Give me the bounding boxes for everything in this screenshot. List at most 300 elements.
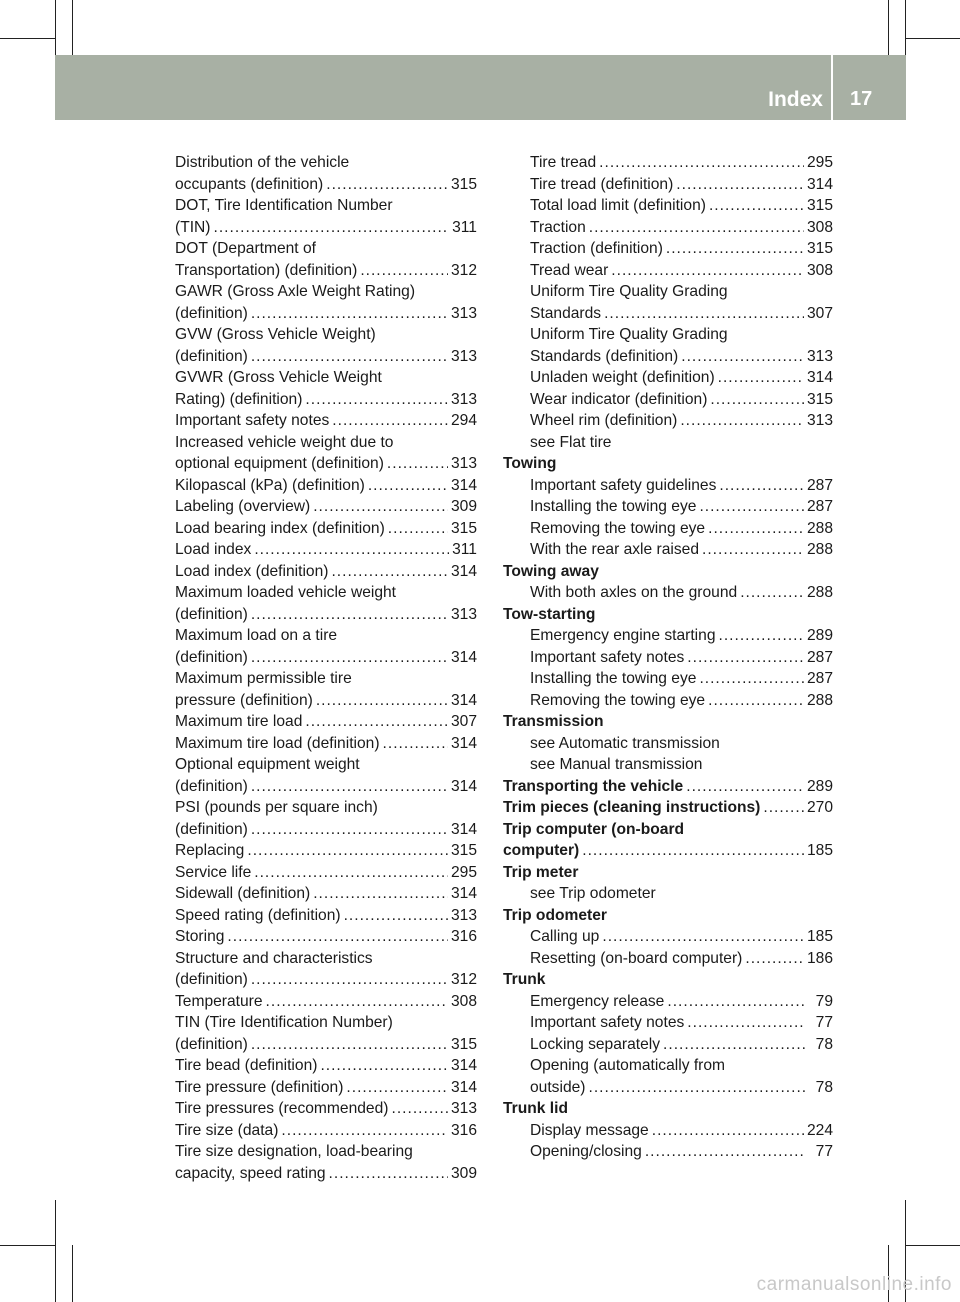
index-entry: [175, 238, 477, 260]
entry-page-number: 315: [806, 240, 833, 257]
entry-text: (definition): [175, 605, 248, 623]
entry-page-number: 313: [450, 455, 477, 472]
index-entry: [175, 604, 477, 626]
entry-text: Kilopascal (kPa) (definition): [175, 476, 365, 494]
index-entry: [503, 625, 833, 647]
dot-leader: [708, 518, 804, 540]
entry-text: Transmission: [503, 713, 604, 730]
entry-page-number: 270: [806, 799, 833, 816]
entry-page-number: 314: [450, 476, 477, 494]
index-entry: [175, 260, 477, 282]
entry-page-number: 314: [450, 820, 477, 838]
index-entry: [503, 410, 833, 432]
entry-text: GVW (Gross Vehicle Weight): [175, 326, 376, 343]
dot-leader: [645, 1141, 806, 1163]
entry-text: Uniform Tire Quality Grading: [530, 283, 728, 300]
index-entry: [503, 668, 833, 690]
entry-text: With both axles on the ground: [530, 584, 738, 601]
index-entry: [503, 367, 833, 389]
entry-text: Installing the towing eye: [530, 498, 697, 515]
dot-leader: [305, 711, 448, 733]
entry-text: DOT (Department of: [175, 240, 316, 257]
dot-leader: [251, 346, 448, 368]
index-entry: [175, 926, 477, 948]
index-entry: [175, 389, 477, 411]
section-title: Index: [768, 88, 823, 111]
index-entry: [175, 733, 477, 755]
entry-text: Trunk lid: [503, 1100, 568, 1117]
dot-leader: [666, 238, 804, 260]
entry-text: Towing away: [503, 562, 599, 580]
entry-text: Traction (definition): [530, 240, 663, 257]
entry-page-number: 311: [452, 541, 477, 558]
dot-leader: [313, 496, 448, 518]
entry-text: occupants (definition): [175, 175, 324, 193]
entry-text: Important safety notes: [175, 412, 330, 429]
entry-page-number: 314: [450, 777, 477, 795]
index-heading: [503, 819, 833, 841]
dot-leader: [251, 819, 448, 841]
index-entry: [503, 1141, 833, 1163]
index-entry: [175, 625, 477, 647]
entry-text: see Automatic transmission: [530, 734, 720, 752]
entry-page-number: 78: [815, 1035, 833, 1053]
dot-leader: [588, 1077, 806, 1099]
entry-text: Trunk: [503, 971, 546, 988]
index-entry: [175, 776, 477, 798]
entry-text: Display message: [530, 1121, 649, 1139]
index-entry: [503, 1012, 833, 1034]
index-entry: [175, 453, 477, 475]
entry-page-number: 287: [806, 476, 833, 494]
entry-text: Transporting the vehicle: [503, 777, 684, 795]
entry-text: Maximum permissible tire: [175, 670, 352, 687]
entry-page-number: 316: [450, 1121, 477, 1139]
index-entry: [175, 174, 477, 196]
entry-text: Load index: [175, 541, 252, 558]
entry-page-number: 307: [806, 304, 833, 322]
entry-text: Opening/closing: [530, 1143, 642, 1160]
dot-leader: [582, 840, 804, 862]
entry-text: Removing the towing eye: [530, 519, 706, 537]
entry-text: see Flat tire: [530, 433, 612, 451]
dot-leader: [251, 969, 448, 991]
index-entry: [503, 346, 833, 368]
entry-text: Unladen weight (definition): [530, 369, 715, 386]
dot-leader: [680, 410, 804, 432]
index-entry: [503, 948, 833, 970]
index-entry: [175, 1098, 477, 1120]
dot-leader: [740, 582, 804, 604]
entry-text: Structure and characteristics: [175, 949, 373, 967]
index-column-right: [503, 152, 833, 1163]
index-entry: [503, 152, 833, 174]
entry-text: Tow-starting: [503, 605, 596, 623]
entry-text: Labeling (overview): [175, 498, 311, 515]
entry-text: Tire bead (definition): [175, 1057, 318, 1074]
crop-mark: [905, 1245, 960, 1246]
index-entry: [503, 883, 833, 905]
entry-page-number: 307: [450, 713, 477, 730]
dot-leader: [676, 174, 804, 196]
dot-leader: [745, 948, 804, 970]
entry-page-number: 308: [806, 218, 833, 236]
index-heading: [503, 561, 833, 583]
entry-page-number: 313: [450, 906, 477, 924]
entry-text: Sidewall (definition): [175, 885, 311, 902]
header-divider: [831, 55, 833, 120]
index-entry: [503, 1077, 833, 1099]
entry-text: Calling up: [530, 928, 600, 945]
entry-text: TIN (Tire Identification Number): [175, 1014, 393, 1031]
index-entry: [175, 797, 477, 819]
entry-text: see Trip odometer: [530, 885, 656, 902]
dot-leader: [663, 1034, 806, 1056]
entry-text: Tread wear: [530, 261, 609, 279]
watermark: carmanualsonline.info: [756, 1274, 952, 1295]
entry-text: Speed rating (definition): [175, 906, 341, 924]
entry-text: Tire size (data): [175, 1121, 279, 1139]
entry-page-number: 186: [806, 949, 833, 967]
dot-leader: [702, 539, 804, 561]
index-entry: [503, 582, 833, 604]
entry-page-number: 288: [806, 691, 833, 709]
dot-leader: [305, 389, 448, 411]
entry-text: Emergency release: [530, 992, 665, 1010]
entry-text: Trim pieces (cleaning instructions): [503, 799, 761, 816]
entry-text: Trip computer (on-board: [503, 820, 685, 838]
crop-mark: [55, 1200, 56, 1302]
index-entry: [503, 1055, 833, 1077]
dot-leader: [254, 539, 449, 561]
page-number: 17: [850, 88, 873, 110]
entry-text: Important safety notes: [530, 648, 685, 666]
dot-leader: [251, 303, 448, 325]
dot-leader: [251, 776, 448, 798]
entry-text: Locking separately: [530, 1035, 661, 1053]
index-entry: [503, 991, 833, 1013]
entry-text: Tire pressure (definition): [175, 1078, 344, 1096]
entry-page-number: 287: [806, 670, 833, 687]
dot-leader: [681, 346, 804, 368]
entry-page-number: 315: [450, 842, 477, 859]
index-entry: [175, 432, 477, 454]
index-entry: [175, 367, 477, 389]
index-entry: [175, 1120, 477, 1142]
index-entry: [175, 840, 477, 862]
entry-page-number: 314: [450, 734, 477, 752]
index-entry: [503, 475, 833, 497]
index-entry: [503, 733, 833, 755]
dot-leader: [344, 905, 448, 927]
entry-page-number: 309: [450, 1164, 477, 1182]
entry-page-number: 314: [450, 885, 477, 902]
entry-text: (definition): [175, 971, 248, 988]
entry-text: Trip odometer: [503, 906, 607, 924]
index-entry: [175, 969, 477, 991]
entry-page-number: 313: [450, 304, 477, 322]
dot-leader: [331, 561, 448, 583]
index-entry: [175, 561, 477, 583]
crop-mark: [0, 1245, 55, 1246]
dot-leader: [687, 647, 804, 669]
dot-leader: [604, 303, 804, 325]
entry-text: Wheel rim (definition): [530, 412, 678, 429]
index-entry: [175, 152, 477, 174]
index-entry: [175, 1034, 477, 1056]
entry-page-number: 289: [806, 627, 833, 644]
entry-text: DOT, Tire Identification Number: [175, 197, 393, 214]
entry-text: Distribution of the vehicle: [175, 154, 350, 171]
entry-page-number: 287: [806, 648, 833, 666]
index-entry: [503, 496, 833, 518]
entry-text: Temperature: [175, 992, 263, 1010]
entry-page-number: 313: [806, 412, 833, 429]
crop-mark: [0, 38, 55, 39]
dot-leader: [589, 217, 804, 239]
entry-text: Storing: [175, 928, 225, 945]
index-entry: [175, 539, 477, 561]
dot-leader: [346, 1077, 448, 1099]
entry-page-number: 288: [806, 541, 833, 558]
dot-leader: [313, 883, 448, 905]
index-entry: [503, 539, 833, 561]
index-heading: [503, 776, 833, 798]
index-entry: [175, 410, 477, 432]
entry-page-number: 313: [450, 1100, 477, 1117]
entry-text: Towing: [503, 455, 557, 472]
entry-page-number: 314: [450, 691, 477, 709]
index-entry: [175, 905, 477, 927]
entry-text: (TIN): [175, 218, 211, 236]
entry-text: Maximum loaded vehicle weight: [175, 584, 397, 601]
entry-page-number: 295: [806, 154, 833, 171]
dot-leader: [388, 518, 448, 540]
index-entry: [175, 281, 477, 303]
index-entry: [503, 174, 833, 196]
entry-text: (definition): [175, 1035, 248, 1053]
entry-text: Maximum load on a tire: [175, 627, 338, 644]
dot-leader: [699, 668, 804, 690]
dot-leader: [763, 797, 804, 819]
entry-page-number: 287: [806, 498, 833, 515]
entry-text: optional equipment (definition): [175, 455, 384, 472]
index-entry: [503, 690, 833, 712]
dot-leader: [368, 475, 448, 497]
index-entry: [175, 647, 477, 669]
entry-page-number: 316: [450, 928, 477, 945]
dot-leader: [652, 1120, 804, 1142]
dot-leader: [326, 174, 448, 196]
index-entry: [175, 1141, 477, 1163]
entry-text: GVWR (Gross Vehicle Weight: [175, 369, 382, 386]
index-entry: [175, 1077, 477, 1099]
index-entry: [175, 496, 477, 518]
entry-page-number: 295: [450, 863, 477, 881]
index-entry: [175, 883, 477, 905]
entry-page-number: 314: [450, 562, 477, 580]
entry-text: Tire tread (definition): [530, 175, 674, 193]
dot-leader: [329, 1163, 448, 1185]
index-entry: [503, 647, 833, 669]
entry-page-number: 314: [450, 648, 477, 666]
index-heading: [503, 604, 833, 626]
entry-page-number: 312: [450, 261, 477, 279]
index-heading: [503, 711, 833, 733]
dot-leader: [686, 776, 804, 798]
entry-page-number: 308: [450, 992, 477, 1010]
entry-text: Total load limit (definition): [530, 197, 706, 214]
index-entry: [503, 281, 833, 303]
entry-text: Maximum tire load (definition): [175, 734, 380, 752]
entry-text: (definition): [175, 777, 248, 795]
dot-leader: [251, 1034, 448, 1056]
index-heading: [503, 969, 833, 991]
entry-text: Tire size designation, load-bearing: [175, 1143, 413, 1160]
dot-leader: [320, 1055, 448, 1077]
entry-text: pressure (definition): [175, 691, 313, 709]
entry-page-number: 294: [450, 412, 477, 429]
entry-text: Traction: [530, 218, 586, 236]
index-entry: [175, 346, 477, 368]
entry-text: With the rear axle raised: [530, 541, 700, 558]
entry-page-number: 315: [450, 1035, 477, 1053]
index-entry: [503, 754, 833, 776]
entry-page-number: 185: [806, 842, 833, 859]
index-entry: [503, 432, 833, 454]
index-entry: [503, 195, 833, 217]
entry-text: Important safety guidelines: [530, 476, 717, 494]
entry-page-number: 185: [806, 928, 833, 945]
index-entry: [175, 303, 477, 325]
index-entry: [175, 324, 477, 346]
index-heading: [503, 797, 833, 819]
entry-page-number: 79: [815, 992, 833, 1010]
entry-text: Rating) (definition): [175, 390, 303, 408]
entry-text: Important safety notes: [530, 1014, 685, 1031]
entry-text: Uniform Tire Quality Grading: [530, 326, 728, 343]
entry-text: outside): [530, 1078, 586, 1096]
dot-leader: [599, 152, 804, 174]
dot-leader: [719, 475, 804, 497]
entry-page-number: 77: [815, 1143, 833, 1160]
entry-page-number: 314: [806, 369, 833, 386]
index-entry: [503, 217, 833, 239]
entry-text: see Manual transmission: [530, 756, 703, 773]
index-entry: [503, 926, 833, 948]
entry-text: Resetting (on-board computer): [530, 949, 743, 967]
crop-mark: [72, 1245, 73, 1302]
entry-text: Opening (automatically from: [530, 1057, 726, 1074]
entry-text: Transportation) (definition): [175, 261, 358, 279]
entry-page-number: 308: [806, 261, 833, 279]
index-entry: [175, 195, 477, 217]
index-entry: [175, 582, 477, 604]
entry-page-number: 314: [806, 175, 833, 193]
index-entry: [175, 1055, 477, 1077]
index-entry: [503, 518, 833, 540]
entry-page-number: 315: [450, 519, 477, 537]
index-entry: [175, 991, 477, 1013]
entry-page-number: 288: [806, 519, 833, 537]
entry-text: Optional equipment weight: [175, 756, 360, 773]
dot-leader: [387, 453, 448, 475]
entry-text: Standards (definition): [530, 347, 679, 365]
dot-leader: [332, 410, 448, 432]
entry-page-number: 313: [450, 390, 477, 408]
entry-text: Tire tread: [530, 154, 597, 171]
dot-leader: [718, 367, 804, 389]
dot-leader: [214, 217, 450, 239]
dot-leader: [710, 389, 804, 411]
index-entry: [175, 948, 477, 970]
index-entry: [175, 754, 477, 776]
index-entry: [175, 711, 477, 733]
entry-page-number: 288: [806, 584, 833, 601]
entry-text: capacity, speed rating: [175, 1164, 326, 1182]
entry-page-number: 314: [450, 1078, 477, 1096]
entry-page-number: 313: [450, 605, 477, 623]
entry-page-number: 313: [806, 347, 833, 365]
entry-text: (definition): [175, 648, 248, 666]
entry-text: Removing the towing eye: [530, 691, 706, 709]
index-entry: [175, 1163, 477, 1185]
crop-mark: [888, 0, 889, 55]
index-entry: [175, 1012, 477, 1034]
entry-text: Wear indicator (definition): [530, 390, 708, 408]
dot-leader: [383, 733, 448, 755]
entry-text: Replacing: [175, 842, 245, 859]
entry-text: Standards: [530, 304, 602, 322]
entry-page-number: 315: [450, 175, 477, 193]
dot-leader: [719, 625, 804, 647]
entry-text: computer): [503, 842, 580, 859]
entry-text: Emergency engine starting: [530, 627, 716, 644]
index-entry: [175, 217, 477, 239]
dot-leader: [391, 1098, 447, 1120]
index-heading: [503, 862, 833, 884]
dot-leader: [247, 840, 448, 862]
index-entry: [175, 690, 477, 712]
index-entry: [503, 1120, 833, 1142]
dot-leader: [611, 260, 804, 282]
entry-text: Load index (definition): [175, 562, 329, 580]
index-entry: [175, 862, 477, 884]
entry-text: Maximum tire load: [175, 713, 303, 730]
index-entry: [175, 475, 477, 497]
entry-page-number: 311: [452, 218, 477, 236]
entry-text: Service life: [175, 863, 252, 881]
index-entry: [503, 260, 833, 282]
dot-leader: [316, 690, 448, 712]
index-entry: [503, 1034, 833, 1056]
entry-text: Tire pressures (recommended): [175, 1100, 389, 1117]
index-heading: [503, 1098, 833, 1120]
entry-text: Trip meter: [503, 863, 579, 881]
index-entry: [503, 238, 833, 260]
entry-text: (definition): [175, 304, 248, 322]
dot-leader: [667, 991, 806, 1013]
index-entry: [503, 324, 833, 346]
dot-leader: [254, 862, 448, 884]
index-entry: [175, 819, 477, 841]
index-entry: [503, 389, 833, 411]
entry-text: Load bearing index (definition): [175, 519, 385, 537]
dot-leader: [281, 1120, 448, 1142]
entry-page-number: 78: [815, 1078, 833, 1096]
entry-text: GAWR (Gross Axle Weight Rating): [175, 283, 416, 300]
entry-text: PSI (pounds per square inch): [175, 799, 378, 816]
